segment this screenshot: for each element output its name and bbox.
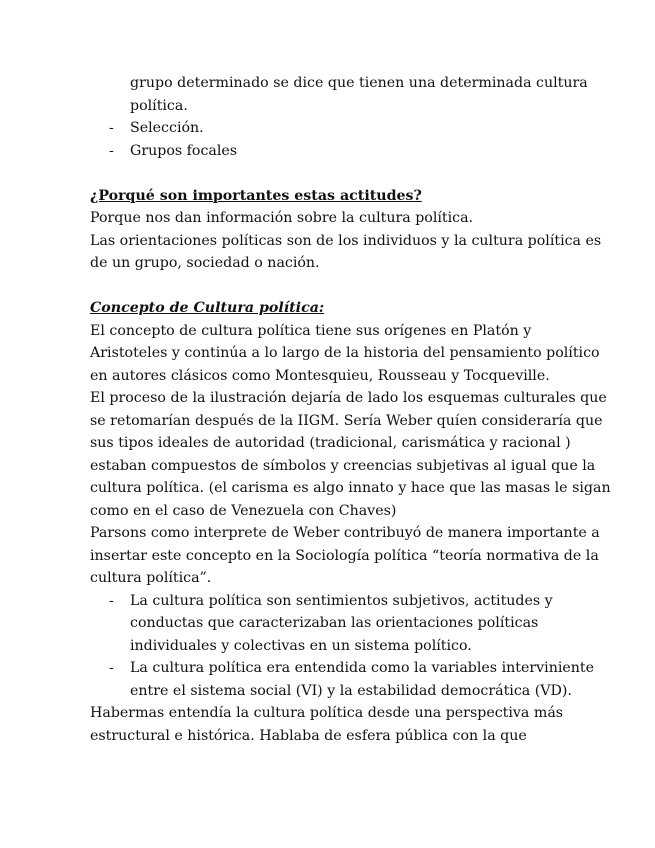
list-item-line: individuales y colectivas en un sistema político. bbox=[130, 637, 472, 654]
paragraph-line: El proceso de la ilustración dejaría de lado los esquemas culturales que bbox=[90, 390, 607, 406]
section-heading-concepto: Concepto de Cultura política: bbox=[90, 300, 325, 316]
list-bullet-dash: - bbox=[109, 120, 114, 136]
paragraph-line: sus tipos ideales de autoridad (tradicional, carismática y racional ) bbox=[90, 435, 571, 451]
list-item-line: La cultura política era entendida como la variables interviniente bbox=[130, 660, 595, 676]
list-item-continuation-line: grupo determinado se dice que tienen una determinada cultura bbox=[130, 75, 588, 91]
paragraph-line: insertar este concepto en la Sociología política “teoría normativa de la bbox=[90, 547, 599, 564]
paragraph-line: en autores clásicos como Montesquieu, Rousseau y Tocqueville. bbox=[90, 367, 550, 384]
paragraph-line: Porque nos dan información sobre la cultura política. bbox=[90, 210, 474, 226]
paragraph-line: Habermas entendía la cultura política desde una perspectiva más bbox=[90, 705, 564, 721]
list-item-line: entre el sistema social (VI) y la estabilidad democrática (VD). bbox=[130, 682, 572, 699]
list-item-grupos-focales: Grupos focales bbox=[130, 142, 238, 159]
list-bullet-dash: - bbox=[109, 592, 114, 609]
paragraph-line: Aristoteles y continúa a lo largo de la historia del pensamiento político bbox=[90, 345, 600, 361]
list-bullet-dash: - bbox=[109, 142, 114, 159]
section-heading-importancia: ¿Porqué son importantes estas actitudes? bbox=[90, 187, 422, 204]
paragraph-line: estructural e histórica. Hablaba de esfera pública con la que bbox=[90, 727, 527, 744]
paragraph-line: estaban compuestos de símbolos y creencias subjetivas al igual que la bbox=[90, 457, 596, 474]
list-bullet-dash: - bbox=[109, 660, 114, 676]
paragraph-line: cultura política”. bbox=[90, 570, 212, 586]
list-item-line: conductas que caracterizaban las orientaciones políticas bbox=[130, 615, 539, 631]
paragraph-line: Las orientaciones políticas son de los individuos y la cultura política es bbox=[90, 232, 602, 249]
paragraph-line: de un grupo, sociedad o nación. bbox=[90, 255, 320, 271]
list-item-line: La cultura política son sentimientos subjetivos, actitudes y bbox=[130, 592, 553, 609]
paragraph-line: cultura política. (el carisma es algo innato y hace que las masas le sigan bbox=[90, 480, 611, 496]
list-item-continuation-line: política. bbox=[130, 97, 188, 114]
list-item-seleccion: Selección. bbox=[130, 120, 204, 136]
paragraph-line: El concepto de cultura política tiene sus orígenes en Platón y bbox=[90, 322, 532, 339]
paragraph-line: Parsons como interprete de Weber contribuyó de manera importante a bbox=[90, 525, 600, 541]
paragraph-line: se retomarían después de la IIGM. Sería Weber quíen consideraría que bbox=[90, 412, 603, 429]
paragraph-line: como en el caso de Venezuela con Chaves) bbox=[90, 502, 397, 519]
